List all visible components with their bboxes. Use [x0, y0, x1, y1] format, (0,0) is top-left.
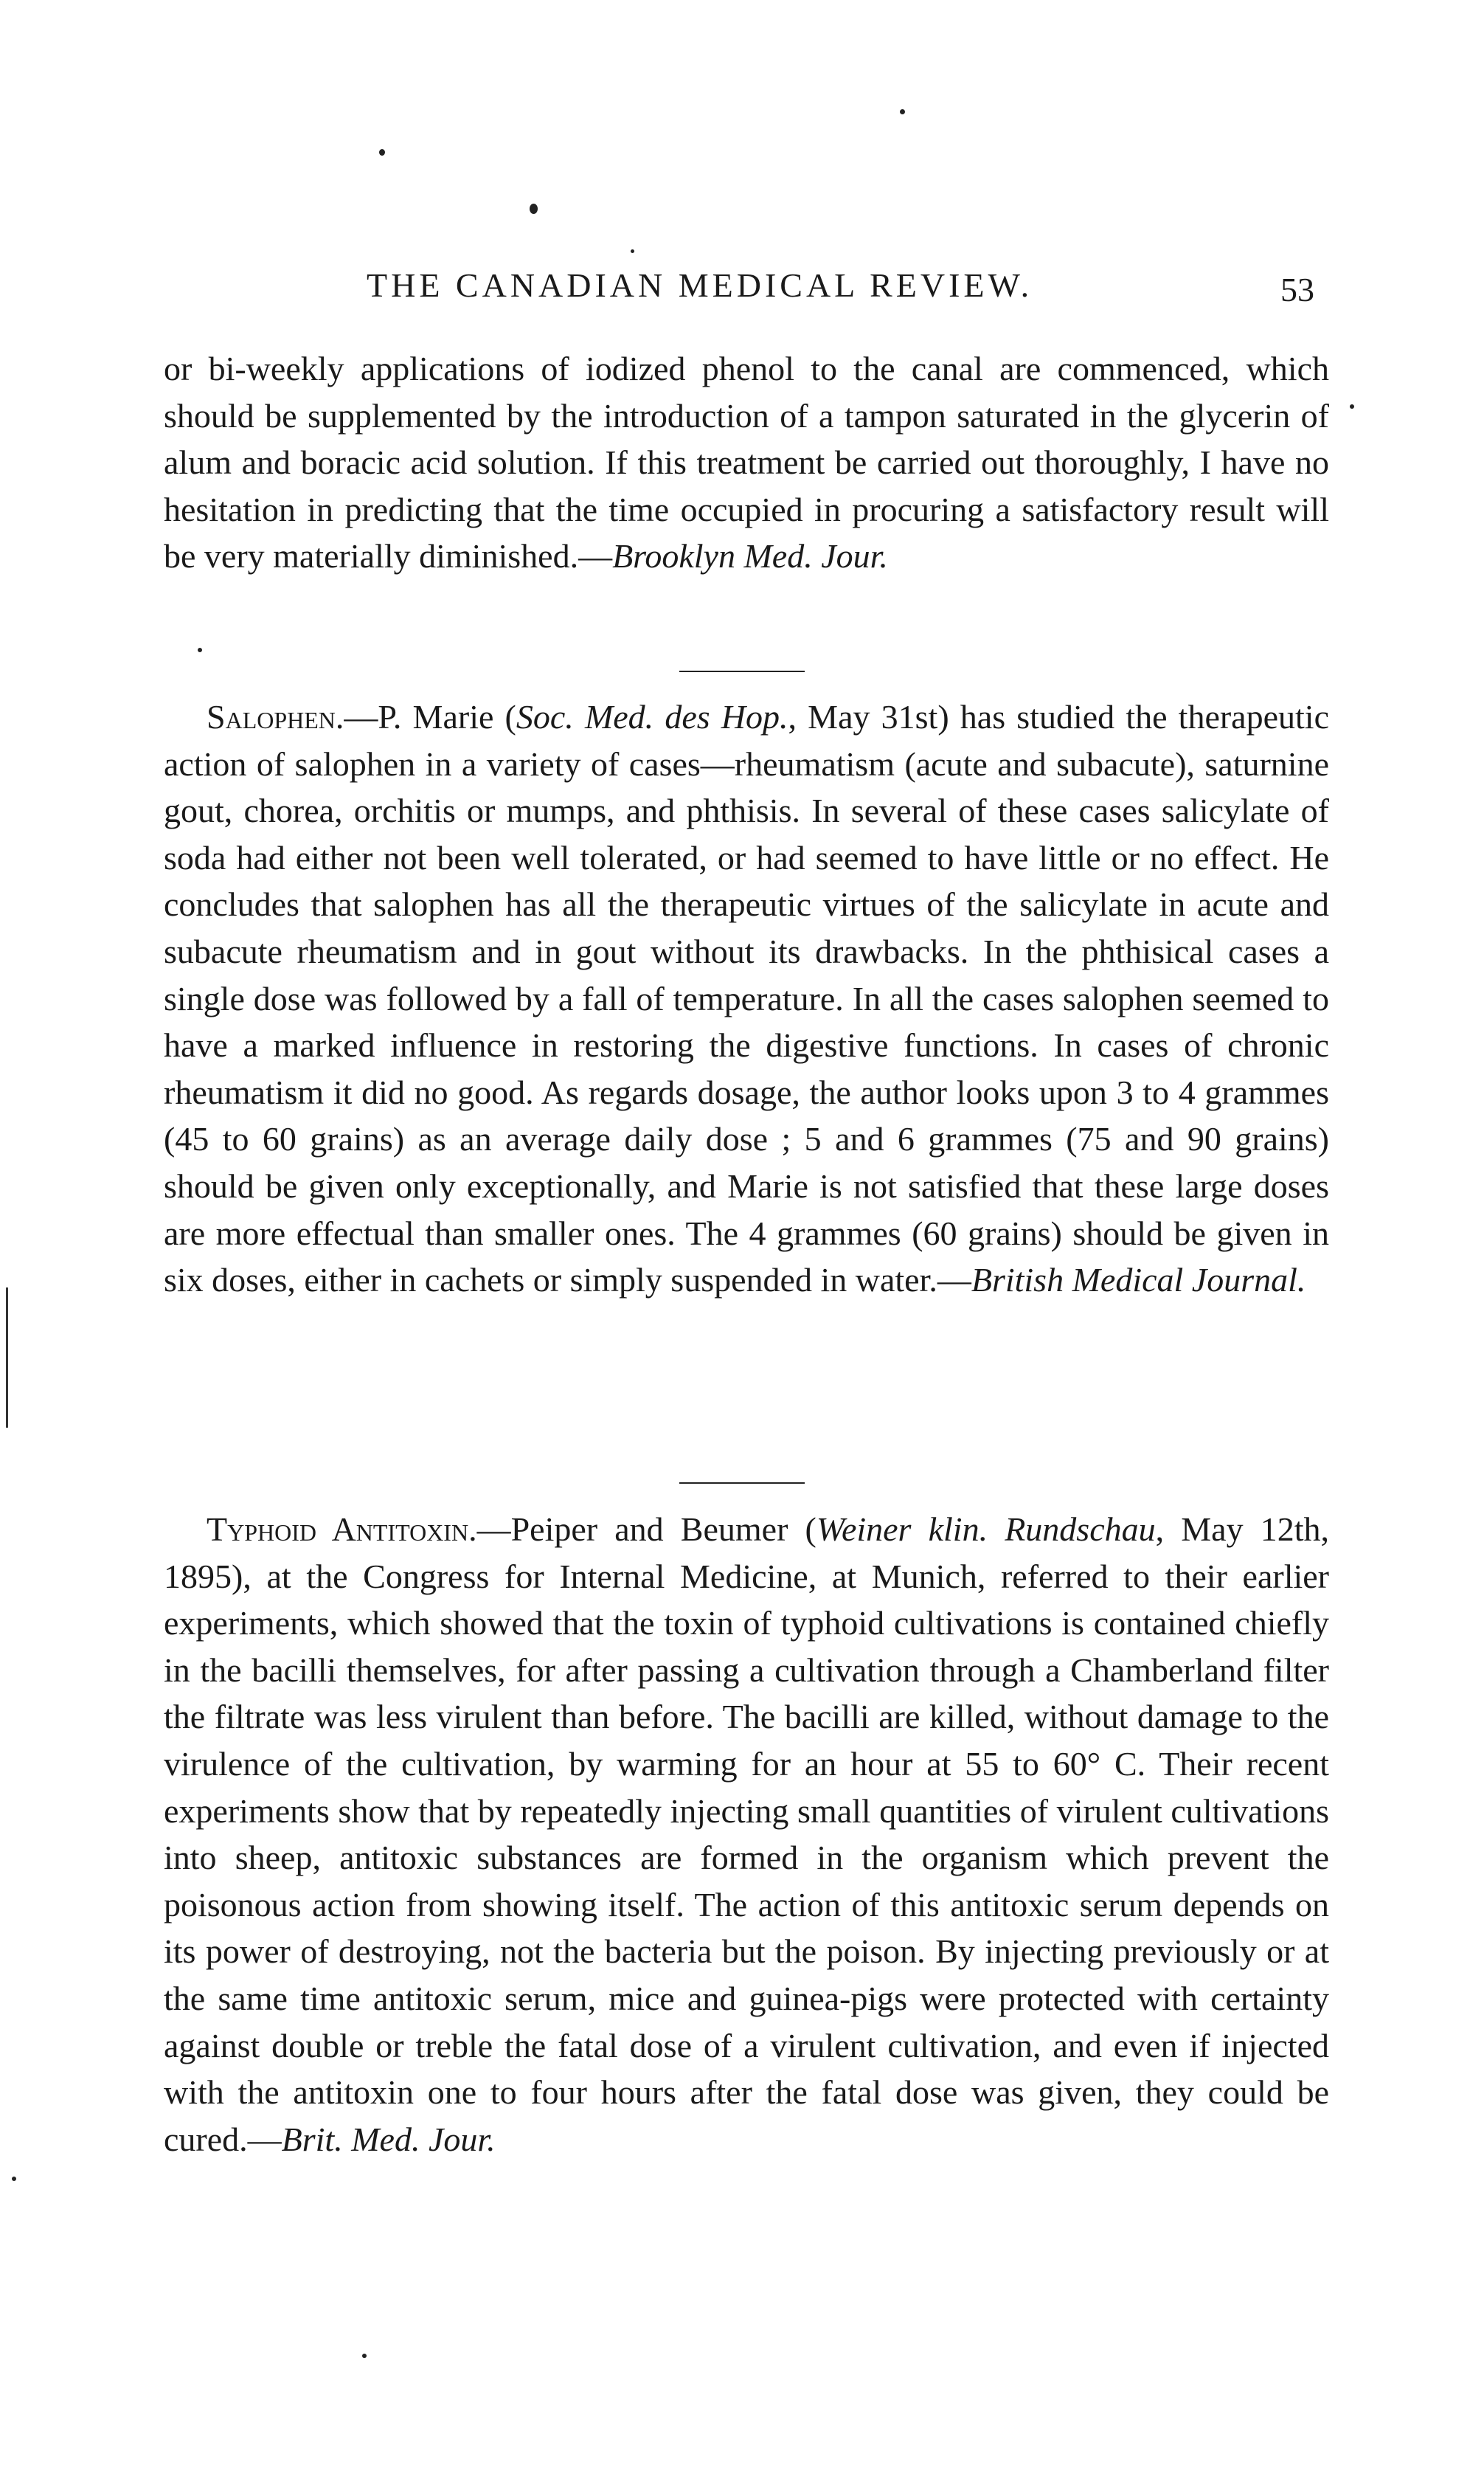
scan-speck	[1350, 404, 1354, 409]
source-citation: British Medical Journal.	[971, 1261, 1306, 1299]
scan-speck	[900, 109, 905, 114]
article-continuation	[164, 345, 1329, 580]
article-heading: Typhoid Antitoxin	[207, 1510, 469, 1548]
paragraph-text: .—P. Marie (	[335, 698, 516, 736]
paragraph-text: , May 12th, 1895), at the Congress for Internal Medicine, at Munich, referred to their earlier experiments, which showed that the toxin of typhoid cultivations is contained chiefly in the bacilli themselves, for after passing a cultivation through a Chamberland filter the filtrate was less virulent than before. The bacilli are killed, without damage to the virulence of the cultivation, by warming for an hour at 55 to 60° C. Their recent experiments show that by repeatedly injecting small quantities of virulent cultivations into sheep, antitoxic substances are formed in the organism which prevent the poisonous action from showing itself. The action of this antitoxic serum depends on its power of destroying, not the bacteria but the poison. By injecting previously or at the same time antitoxic serum, mice and guinea-pigs were protected with certainty against double or treble the fatal dose of a virulent cultivation, and even if injected with the antitoxin one to four hours after the fatal dose was given, they could be cured.—	[164, 1510, 1329, 2158]
paragraph	[164, 345, 1329, 580]
article-typhoid-antitoxin	[164, 1506, 1329, 2163]
reference-title: Soc. Med. des Hop.	[516, 698, 788, 736]
page-header	[164, 266, 1329, 317]
scan-speck	[530, 204, 538, 214]
article-heading: Salophen	[207, 698, 336, 736]
paragraph	[164, 694, 1329, 1304]
scan-speck	[379, 149, 385, 156]
running-title: THE CANADIAN MEDICAL REVIEW.	[367, 266, 1033, 304]
section-divider	[679, 671, 805, 672]
scan-speck	[362, 2354, 367, 2358]
scan-speck	[198, 648, 202, 652]
article-salophen	[164, 694, 1329, 1304]
reference-title: Weiner klin. Rundschau	[816, 1510, 1156, 1548]
section-divider	[679, 1482, 805, 1484]
page-number: 53	[1280, 271, 1314, 308]
paragraph-text: .—Peiper and Beumer (	[468, 1510, 816, 1548]
paragraph	[164, 1506, 1329, 2163]
source-citation: Brooklyn Med. Jour.	[612, 537, 888, 575]
scan-speck	[631, 249, 634, 253]
scan-speck	[12, 2177, 16, 2181]
paragraph-text: or bi-weekly applications of iodized phenol to the canal are commenced, which should be supplemented by the introduction of a tampon saturated in the glycerin of alum and boracic acid solution. If this treatment be carried out thoroughly, I have no hesitation in predicting that the time occupied in procuring a satisfactory result will be very materially diminished.—	[164, 350, 1329, 575]
margin-scan-line	[6, 1287, 8, 1428]
source-citation: Brit. Med. Jour.	[281, 2120, 496, 2158]
paragraph-text: , May 31st) has studied the therapeutic action of salophen in a variety of cases—rheumatism (acute and subacute), saturnine gout, chorea, orchitis or mumps, and phthisis. In several of these cases salicylate of soda had either not been well tolerated, or had seemed to have little or no effect. He concludes that salophen has all the therapeutic virtues of the salicylate in acute and subacute rheumatism and in gout without its drawbacks. In the phthisical cases a single dose was followed by a fall of temperature. In all the cases salophen seemed to have a marked influence in restoring the digestive functions. In cases of chronic rheumatism it did no good. As regards dosage, the author looks upon 3 to 4 grammes (45 to 60 grains) as an average daily dose ; 5 and 6 grammes (75 and 90 grains) should be given only exceptionally, and Marie is not satisfied that these large doses are more effectual than smaller ones. The 4 grammes (60 grains) should be given in six doses, either in cachets or simply suspended in water.—	[164, 698, 1329, 1299]
